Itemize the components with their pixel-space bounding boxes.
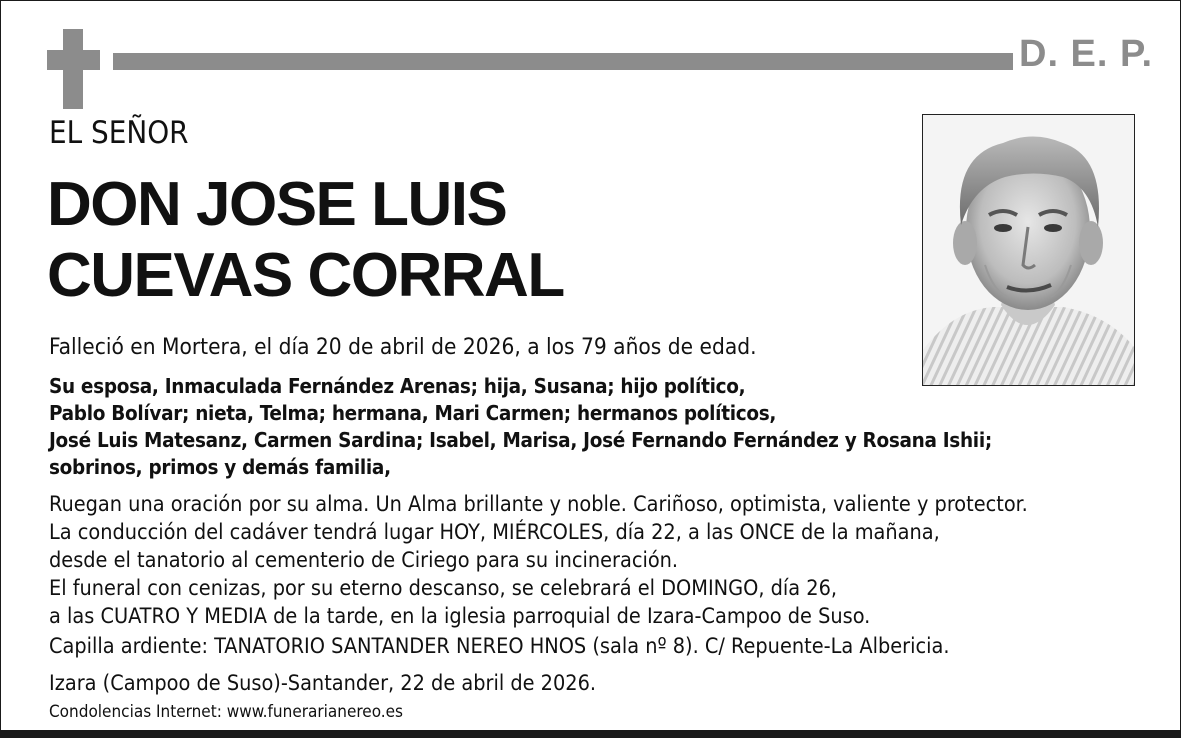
- family-line-4: sobrinos, primos y demás familia,: [49, 455, 391, 479]
- detail-line-5: a las CUATRO Y MEDIA de la tarde, en la iglesia parroquial de Izara-Campoo de Suso.: [49, 604, 871, 629]
- family-line-3: José Luis Matesanz, Carmen Sardina; Isabel, Marisa, José Fernando Fernández y Rosana Ishii;: [49, 428, 992, 452]
- family-line-2: Pablo Bolívar; nieta, Telma; hermana, Mari Carmen; hermanos políticos,: [49, 401, 777, 425]
- header-rule: [113, 53, 1013, 70]
- place-date: Izara (Campoo de Suso)-Santander, 22 de abril de 2026.: [49, 671, 597, 696]
- name-line-2: CUEVAS CORRAL: [47, 241, 564, 310]
- bottom-border: [1, 730, 1180, 737]
- chapel-info: Capilla ardiente: TANATORIO SANTANDER NEREO HNOS (sala nº 8). C/ Repuente-La Albericia.: [49, 634, 950, 659]
- detail-line-4: El funeral con cenizas, por su eterno descanso, se celebrará el DOMINGO, día 26,: [49, 576, 838, 601]
- portrait-photo: [922, 114, 1135, 386]
- honorific: EL SEÑOR: [49, 115, 189, 151]
- deceased-name: [47, 169, 564, 311]
- death-notice: Falleció en Mortera, el día 20 de abril de 2026, a los 79 años de edad.: [49, 334, 757, 360]
- detail-line-2: La conducción del cadáver tendrá lugar HOY, MIÉRCOLES, día 22, a las ONCE de la mañana,: [49, 520, 940, 545]
- cross-icon-bar: [47, 50, 100, 70]
- condolences-link[interactable]: Condolencias Internet: www.funerarianereo.es: [49, 702, 404, 722]
- detail-line-3: desde el tanatorio al cementerio de Ciriego para su incineración.: [49, 548, 679, 573]
- family-list: [49, 373, 992, 481]
- dep-label: D. E. P.: [1019, 33, 1154, 75]
- name-line-1: DON JOSE LUIS: [47, 170, 507, 239]
- detail-line-1: Ruegan una oración por su alma. Un Alma brillante y noble. Cariñoso, optimista, valiente y protector.: [49, 492, 1028, 517]
- ceremony-details: [49, 491, 1028, 631]
- family-line-1: Su esposa, Inmaculada Fernández Arenas; hija, Susana; hijo político,: [49, 374, 746, 398]
